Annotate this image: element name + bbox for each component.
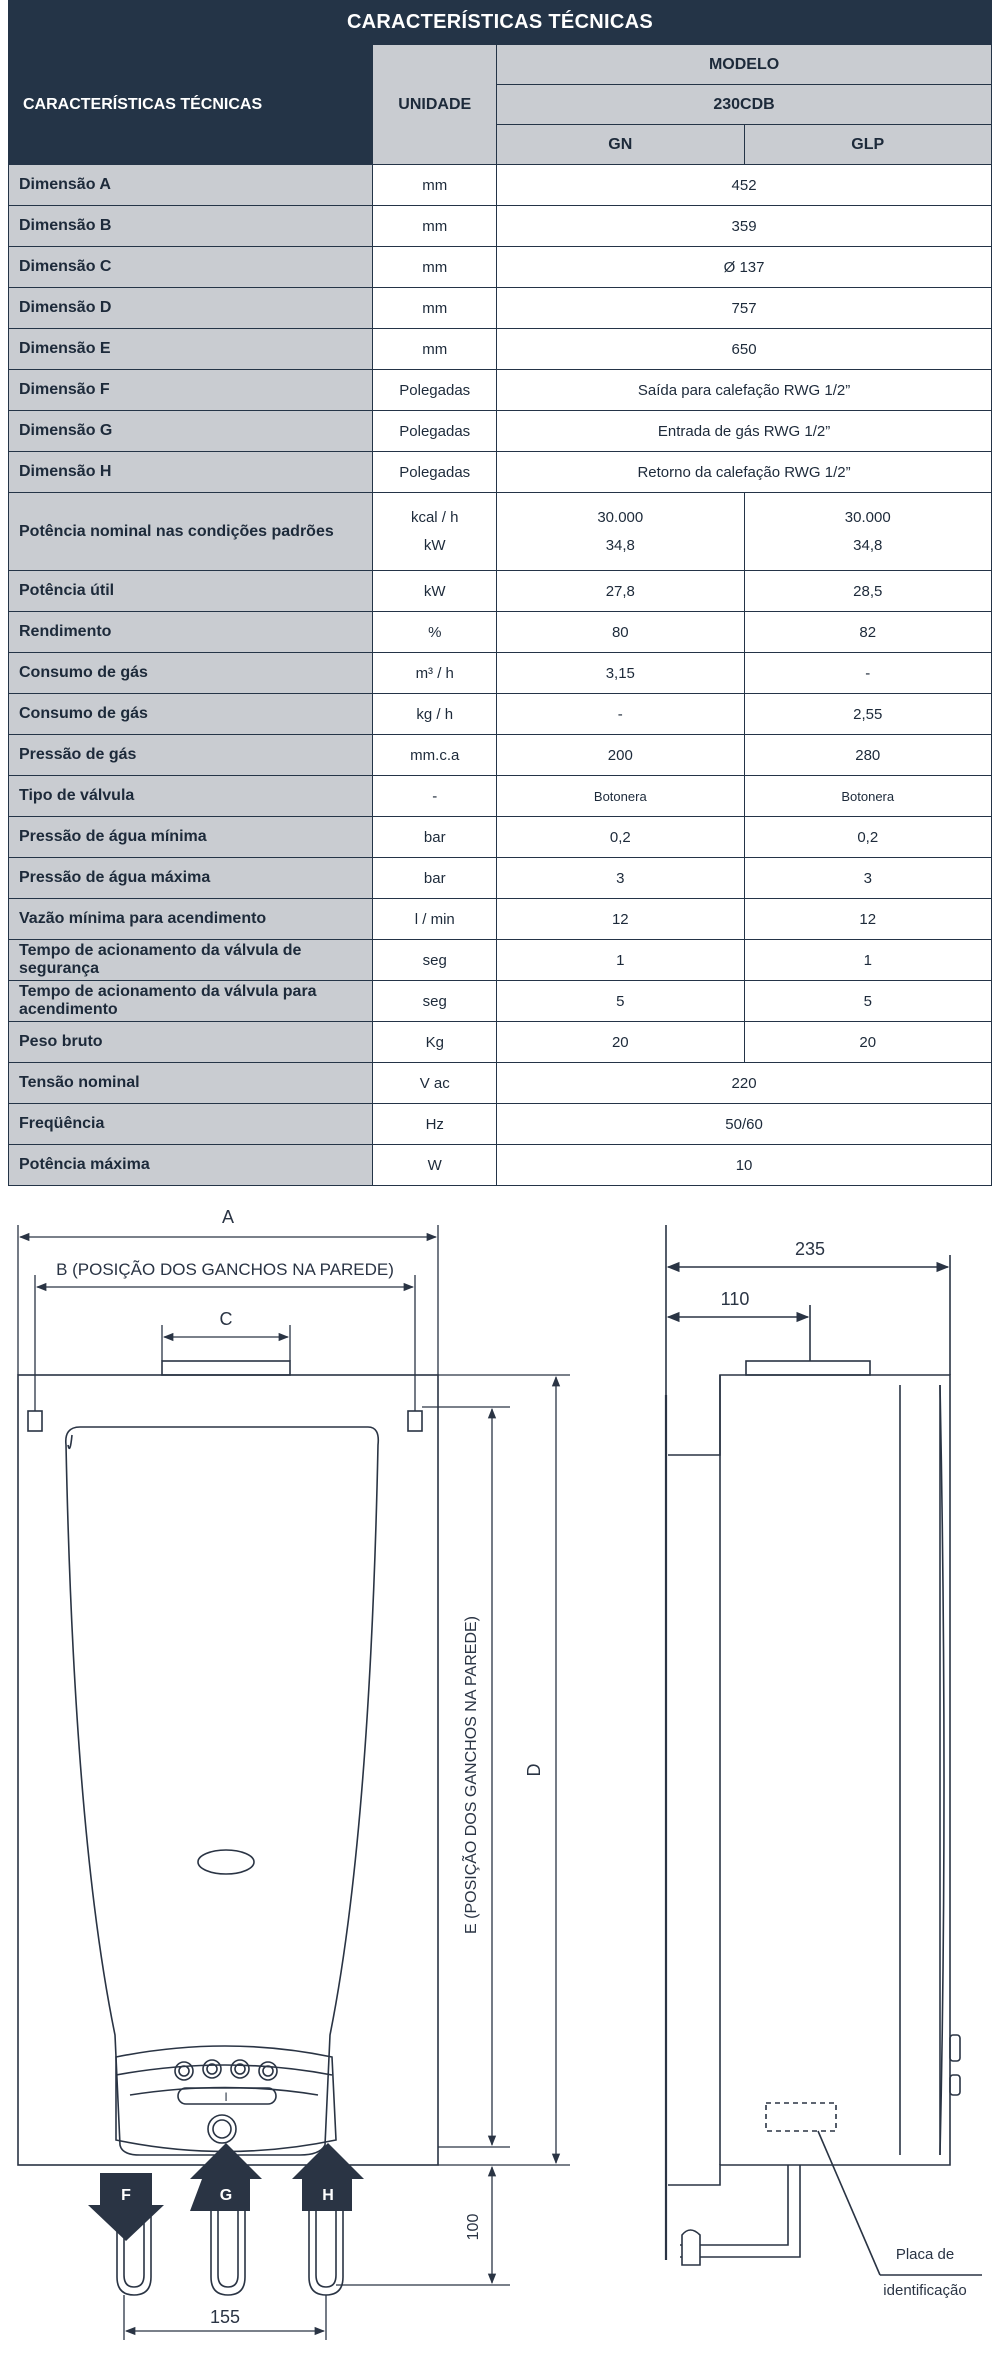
row-gn-value: 20 — [497, 1022, 744, 1063]
specs-table-body — [9, 165, 992, 1186]
value-line: 34,8 — [605, 536, 635, 554]
row-label: Dimensão H — [9, 452, 373, 493]
table-row — [9, 653, 992, 694]
table-row — [9, 1104, 992, 1145]
row-gn-value: 3 — [497, 858, 744, 899]
value-line: 30.000 — [844, 508, 891, 526]
side-valve — [682, 2230, 700, 2265]
row-glp-value: 280 — [744, 735, 992, 776]
row-label: Dimensão F — [9, 370, 373, 411]
table-row — [9, 370, 992, 411]
row-label: Consumo de gás — [9, 694, 373, 735]
table-row — [9, 1063, 992, 1104]
row-unit: mm — [373, 206, 497, 247]
row-unit: Polegadas — [373, 370, 497, 411]
connector-f-label: F — [121, 2187, 131, 2204]
table-row — [9, 694, 992, 735]
row-value: Entrada de gás RWG 1/2” — [497, 411, 992, 452]
row-value: 650 — [497, 329, 992, 370]
side-flue — [746, 1361, 870, 1375]
row-label: Rendimento — [9, 612, 373, 653]
row-label: Tipo de válvula — [9, 776, 373, 817]
spec-sheet — [8, 0, 992, 1186]
row-glp-value: 3 — [744, 858, 992, 899]
table-row — [9, 899, 992, 940]
row-unit: mm — [373, 165, 497, 206]
row-unit: mm.c.a — [373, 735, 497, 776]
row-unit — [373, 493, 497, 571]
side-knob-1 — [950, 2035, 960, 2061]
dim-e-label: E (POSIÇÃO DOS GANCHOS NA PAREDE) — [463, 1616, 480, 1934]
row-glp-value: Botonera — [744, 776, 992, 817]
row-gn-value: 200 — [497, 735, 744, 776]
table-row — [9, 206, 992, 247]
row-unit: mm — [373, 247, 497, 288]
table-row — [9, 776, 992, 817]
row-glp-value: 1 — [744, 940, 992, 981]
unit-line: kW — [423, 536, 446, 554]
row-gn-value: 0,2 — [497, 817, 744, 858]
header-glp: GLP — [744, 125, 992, 165]
row-unit: m³ / h — [373, 653, 497, 694]
row-unit: V ac — [373, 1063, 497, 1104]
flue-outlet — [162, 1361, 290, 1375]
row-unit: mm — [373, 288, 497, 329]
row-glp-value: 20 — [744, 1022, 992, 1063]
row-label: Pressão de água mínima — [9, 817, 373, 858]
row-unit: bar — [373, 858, 497, 899]
dim-100-label: 100 — [465, 2213, 482, 2241]
row-glp-value: 2,55 — [744, 694, 992, 735]
unit-line: kcal / h — [410, 508, 459, 526]
row-label: Tensão nominal — [9, 1063, 373, 1104]
table-row — [9, 288, 992, 329]
row-label: Dimensão A — [9, 165, 373, 206]
dim-235-label: 235 — [794, 1239, 826, 1259]
row-label: Potência útil — [9, 571, 373, 612]
row-label: Freqüência — [9, 1104, 373, 1145]
row-label: Tempo de acionamento da válvula de segurança — [9, 940, 373, 981]
row-glp-value: 82 — [744, 612, 992, 653]
row-unit: Polegadas — [373, 411, 497, 452]
value-line: 34,8 — [853, 536, 883, 554]
dim-110-label: 110 — [720, 1289, 750, 1309]
row-value: Retorno da calefação RWG 1/2” — [497, 452, 992, 493]
side-wall-line — [668, 1375, 950, 2185]
table-row — [9, 329, 992, 370]
table-row — [9, 1145, 992, 1186]
table-row — [9, 981, 992, 1022]
table-row — [9, 858, 992, 899]
row-label: Pressão de gás — [9, 735, 373, 776]
row-label: Dimensão B — [9, 206, 373, 247]
row-glp-value — [744, 493, 992, 571]
value-line: 30.000 — [597, 508, 644, 526]
row-unit: seg — [373, 940, 497, 981]
table-title: CARACTERÍSTICAS TÉCNICAS — [8, 0, 992, 44]
row-gn-value: 3,15 — [497, 653, 744, 694]
side-knob-2 — [950, 2075, 960, 2095]
dim-d-label: D — [524, 1763, 544, 1777]
row-label: Dimensão C — [9, 247, 373, 288]
plate-label-line1: Placa de — [895, 2246, 955, 2263]
row-value: Ø 137 — [497, 247, 992, 288]
dim-155-label: 155 — [209, 2307, 241, 2327]
row-label: Tempo de acionamento da válvula para acendimento — [9, 981, 373, 1022]
panel-mark: I — [224, 2090, 228, 2104]
connector-g-label: G — [219, 2187, 233, 2204]
row-label: Peso bruto — [9, 1022, 373, 1063]
row-value: 452 — [497, 165, 992, 206]
header-model-name: 230CDB — [497, 85, 992, 125]
plate-label-line2: identificação — [883, 2282, 967, 2299]
row-unit: kW — [373, 571, 497, 612]
table-row — [9, 735, 992, 776]
identification-plate — [766, 2103, 836, 2131]
row-label: Pressão de água máxima — [9, 858, 373, 899]
row-glp-value: 5 — [744, 981, 992, 1022]
specs-table — [8, 44, 992, 1186]
table-row — [9, 493, 992, 571]
row-gn-value: 5 — [497, 981, 744, 1022]
header-gn: GN — [497, 125, 744, 165]
row-gn-value: Botonera — [497, 776, 744, 817]
arrow-f — [88, 2173, 164, 2241]
row-glp-value: 28,5 — [744, 571, 992, 612]
row-unit: mm — [373, 329, 497, 370]
row-gn-value — [497, 493, 744, 571]
row-glp-value: - — [744, 653, 992, 694]
row-unit: Kg — [373, 1022, 497, 1063]
row-value: 359 — [497, 206, 992, 247]
row-unit: Polegadas — [373, 452, 497, 493]
row-glp-value: 0,2 — [744, 817, 992, 858]
row-gn-value: - — [497, 694, 744, 735]
table-row — [9, 165, 992, 206]
connector-h-label: H — [322, 2187, 334, 2204]
row-unit: W — [373, 1145, 497, 1186]
header-characteristics: CARACTERÍSTICAS TÉCNICAS — [9, 45, 373, 165]
row-label: Consumo de gás — [9, 653, 373, 694]
table-row — [9, 940, 992, 981]
row-gn-value: 1 — [497, 940, 744, 981]
row-gn-value: 12 — [497, 899, 744, 940]
row-label: Potência máxima — [9, 1145, 373, 1186]
row-glp-value: 12 — [744, 899, 992, 940]
row-value: 10 — [497, 1145, 992, 1186]
row-unit: kg / h — [373, 694, 497, 735]
row-unit: Hz — [373, 1104, 497, 1145]
row-unit: - — [373, 776, 497, 817]
row-value: 757 — [497, 288, 992, 329]
table-row — [9, 612, 992, 653]
row-label: Dimensão E — [9, 329, 373, 370]
header-unit: UNIDADE — [373, 45, 497, 165]
row-unit: bar — [373, 817, 497, 858]
row-gn-value: 80 — [497, 612, 744, 653]
row-value: 50/60 — [497, 1104, 992, 1145]
header-model: MODELO — [497, 45, 992, 85]
table-row — [9, 571, 992, 612]
row-label: Vazão mínima para acendimento — [9, 899, 373, 940]
technical-drawing — [0, 1195, 1000, 2354]
dim-a-label: A — [221, 1207, 235, 1227]
row-value: 220 — [497, 1063, 992, 1104]
row-label: Dimensão G — [9, 411, 373, 452]
row-label: Potência nominal nas condições padrões — [9, 493, 373, 571]
dim-b-label: B (POSIÇÃO DOS GANCHOS NA PAREDE) — [56, 1260, 394, 1279]
table-row — [9, 411, 992, 452]
row-value: Saída para calefação RWG 1/2” — [497, 370, 992, 411]
table-row — [9, 1022, 992, 1063]
row-unit: seg — [373, 981, 497, 1022]
row-gn-value: 27,8 — [497, 571, 744, 612]
row-unit: % — [373, 612, 497, 653]
table-row — [9, 247, 992, 288]
table-row — [9, 817, 992, 858]
table-row — [9, 452, 992, 493]
row-unit: l / min — [373, 899, 497, 940]
dim-c-label: C — [219, 1309, 233, 1329]
row-label: Dimensão D — [9, 288, 373, 329]
